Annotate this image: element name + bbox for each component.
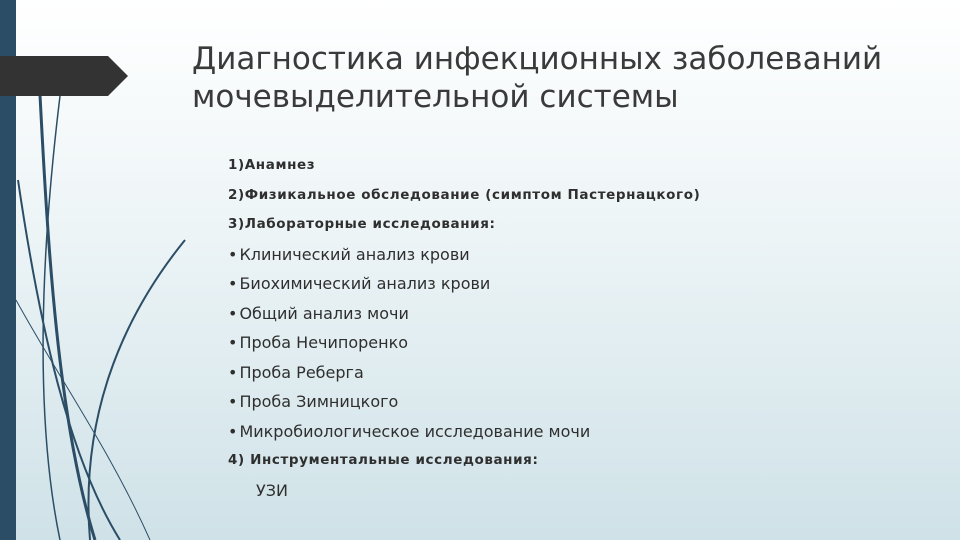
arrow-tab-shape xyxy=(0,56,128,96)
list-item-clinical-blood-test: • Клинический анализ крови xyxy=(228,240,928,270)
list-item-physical-exam: 2)Физикальное обследование (симптом Пастернацкого) xyxy=(228,186,701,203)
list-item-urine-culture: • Микробиологическое исследование мочи xyxy=(228,417,928,447)
list-item-ultrasound: УЗИ xyxy=(256,480,288,500)
list-item-reberg-test: • Проба Реберга xyxy=(228,358,928,388)
slide-title: Диагностика инфекционных заболеваний мочевыделительной системы xyxy=(192,41,883,115)
list-item-zimnitsky-test: • Проба Зимницкого xyxy=(228,387,928,417)
list-item-anamnesis: 1)Анамнез xyxy=(228,157,316,173)
list-item-biochemical-blood-test: • Биохимический анализ крови xyxy=(228,269,928,299)
list-item-nechiporenko-test: • Проба Нечипоренко xyxy=(228,328,928,358)
list-item-instrumental-tests: 4) Инструментальные исследования: xyxy=(228,452,539,468)
content-list xyxy=(228,151,928,505)
list-item-urinalysis: • Общий анализ мочи xyxy=(228,299,928,329)
list-item-lab-tests: 3)Лабораторные исследования: xyxy=(228,216,496,232)
